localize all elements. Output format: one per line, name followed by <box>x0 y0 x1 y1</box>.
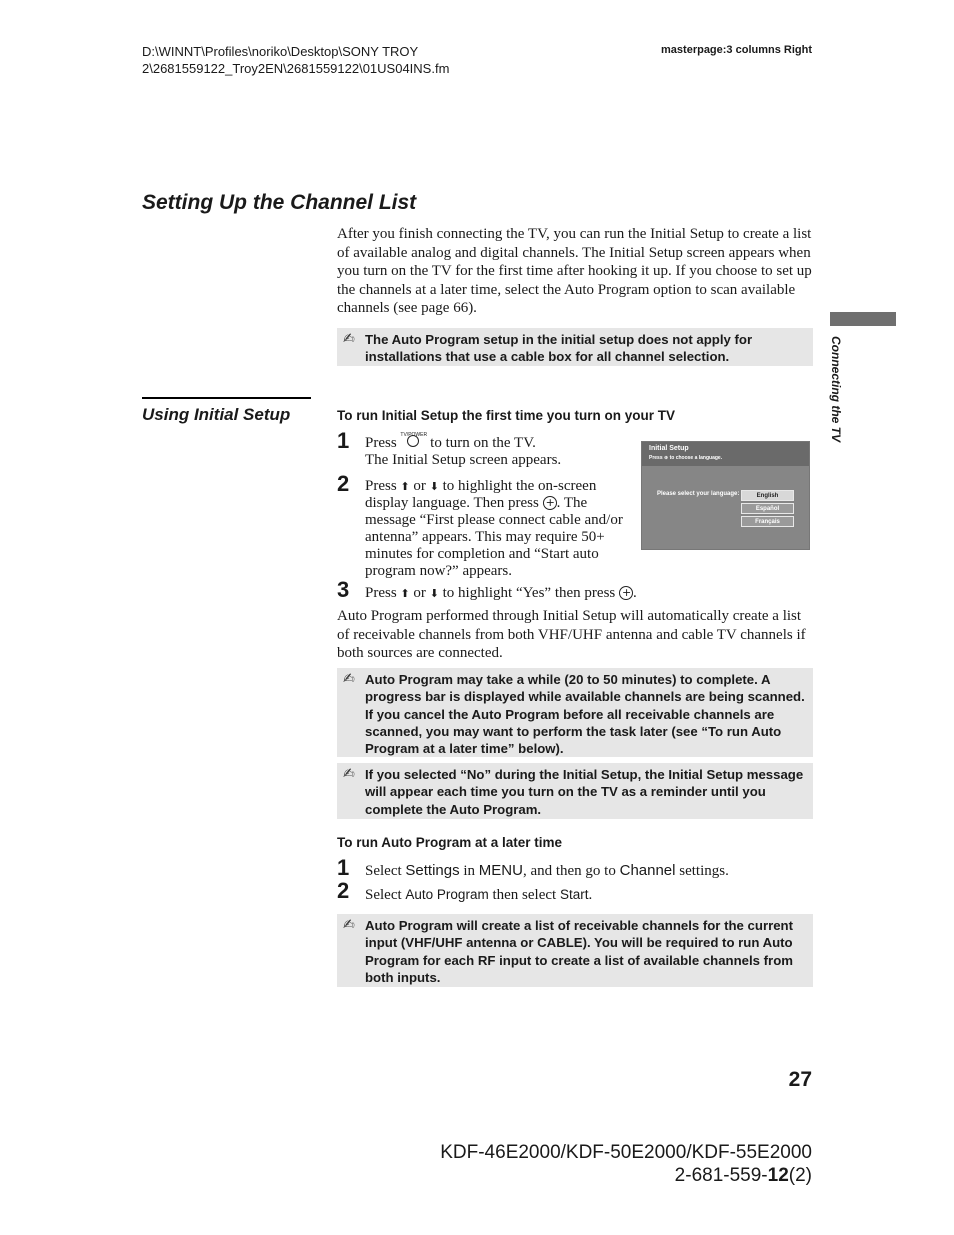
up-arrow-icon: ⬆ <box>400 587 410 600</box>
section-title: Setting Up the Channel List <box>142 191 417 214</box>
step-text-part: Press <box>365 585 397 601</box>
file-path-line2: 2\2681559122_Troy2EN\2681559122\01US04INS.fm <box>142 61 450 76</box>
note-pencil-icon: ✍ <box>343 670 355 686</box>
step-text-part: in <box>463 863 476 879</box>
step-text <box>365 478 637 580</box>
procedure-heading: To run Initial Setup the first time you turn on your TV <box>337 408 676 423</box>
step-text-part: Start <box>559 887 589 902</box>
masterpage-label: masterpage:3 columns Right <box>661 44 812 56</box>
step-text-part: Channel <box>619 862 676 879</box>
initial-setup-screen-image <box>641 441 810 550</box>
step-text-part: then select <box>492 887 557 903</box>
step-text-part: MENU <box>478 862 523 879</box>
note-box <box>337 914 813 987</box>
note-pencil-icon: ✍ <box>343 765 355 781</box>
step-text <box>365 434 625 469</box>
part-number-suffix: (2) <box>788 1165 812 1186</box>
note-box <box>337 668 813 757</box>
model-numbers: KDF-46E2000/KDF-50E2000/KDF-55E2000 <box>440 1142 812 1163</box>
language-option-english: English <box>741 490 794 501</box>
step-text-part: or <box>413 585 426 601</box>
select-button-icon <box>619 586 633 600</box>
up-arrow-icon: ⬆ <box>400 480 410 493</box>
step-text <box>365 862 805 880</box>
step-text-part: Press <box>365 478 397 494</box>
step-number: 2 <box>337 878 350 903</box>
language-option-francais: Français <box>741 516 794 527</box>
step-text-part: Select <box>365 863 402 879</box>
step-number: 3 <box>337 577 350 602</box>
part-number-bold: 12 <box>767 1165 789 1186</box>
step-text-part: to turn on the TV. <box>430 435 536 451</box>
step-text-part: . The message “First please connect cable and/or antenna” appears. This may require 50+ minutes for completion and “Start auto program now?” appears. <box>365 495 623 579</box>
step-text-part: settings. <box>679 863 729 879</box>
note-box <box>337 328 813 366</box>
step-text-part: to highlight “Yes” then press <box>442 585 616 601</box>
note-text: Auto Program will create a list of receivable channels for the current input (VHF/UHF antenna or CABLE). You will be required to run Auto Program for each RF input to create a list of available channels from both inputs. <box>365 918 793 985</box>
step-text-part: Select <box>365 887 402 903</box>
step-number: 2 <box>337 471 350 496</box>
down-arrow-icon: ⬇ <box>429 587 439 600</box>
subsection-title: Using Initial Setup <box>142 405 291 424</box>
power-button-icon <box>400 434 426 450</box>
language-option-espanol: Español <box>741 503 794 514</box>
step-text-part: The Initial Setup screen appears. <box>365 452 562 468</box>
step-text-part: or <box>413 478 426 494</box>
note-text: If you selected “No” during the Initial Setup, the Initial Setup message will appear each time you turn on the TV as a reminder until you complete the Auto Program. <box>365 767 804 817</box>
note-pencil-icon: ✍ <box>343 330 355 346</box>
screen-hint: Press ⊕ to choose a language. <box>649 455 723 461</box>
part-number-prefix: 2-681-559- <box>674 1165 768 1186</box>
step-number: 1 <box>337 428 350 453</box>
part-number <box>440 1164 812 1187</box>
procedure-heading: To run Auto Program at a later time <box>337 835 563 850</box>
step-number: 1 <box>337 855 350 880</box>
step-text-part: Auto Program <box>405 887 489 902</box>
screen-prompt: Please select your language: <box>657 491 740 497</box>
file-path <box>142 43 449 77</box>
step-text-part: to highlight the on-screen display language. Then press <box>365 478 597 511</box>
step-text-part: Press <box>365 435 397 451</box>
procedure-result-text: Auto Program performed through Initial Setup will automatically create a list of receivable channels from both VHF/UHF antenna and cable TV channels if both sources are connected. <box>337 608 806 662</box>
step-text-part: . <box>588 887 593 903</box>
model-footer <box>440 1141 812 1187</box>
file-path-line1: D:\WINNT\Profiles\noriko\Desktop\SONY TROY <box>142 44 419 59</box>
subsection-rule <box>142 397 311 399</box>
note-pencil-icon: ✍ <box>343 916 355 932</box>
step-text <box>365 585 805 602</box>
chapter-tab <box>830 312 896 326</box>
page-number: 27 <box>788 1068 812 1091</box>
note-box <box>337 763 813 819</box>
chapter-side-label: Connecting the TV <box>829 336 843 442</box>
select-button-icon <box>543 496 557 510</box>
screen-title: Initial Setup <box>649 445 689 452</box>
note-text: Auto Program may take a while (20 to 50 minutes) to complete. A progress bar is displayed while available channels are being scanned. If you cancel the Auto Program before all receivable channels are scanned, you may want to perform the task later (see “To run Auto Program at a later time” below). <box>365 672 805 757</box>
step-text <box>365 886 805 904</box>
down-arrow-icon: ⬇ <box>429 480 439 493</box>
step-text-part: . <box>633 585 637 601</box>
step-text-part: Settings <box>405 862 460 879</box>
step-text-part: , and then go to <box>522 863 616 879</box>
note-text: The Auto Program setup in the initial setup does not apply for installations that use a cable box for all channel selection. <box>365 332 753 365</box>
power-caption: TV/POWER <box>400 432 428 438</box>
intro-paragraph: After you finish connecting the TV, you can run the Initial Setup to create a list of available analog and digital channels. The Initial Setup screen appears when you turn on the TV for the first time after hooking it up. If you choose to set up the channels at a later time, select the Auto Program option to scan available channels (see page 66). <box>337 226 812 317</box>
